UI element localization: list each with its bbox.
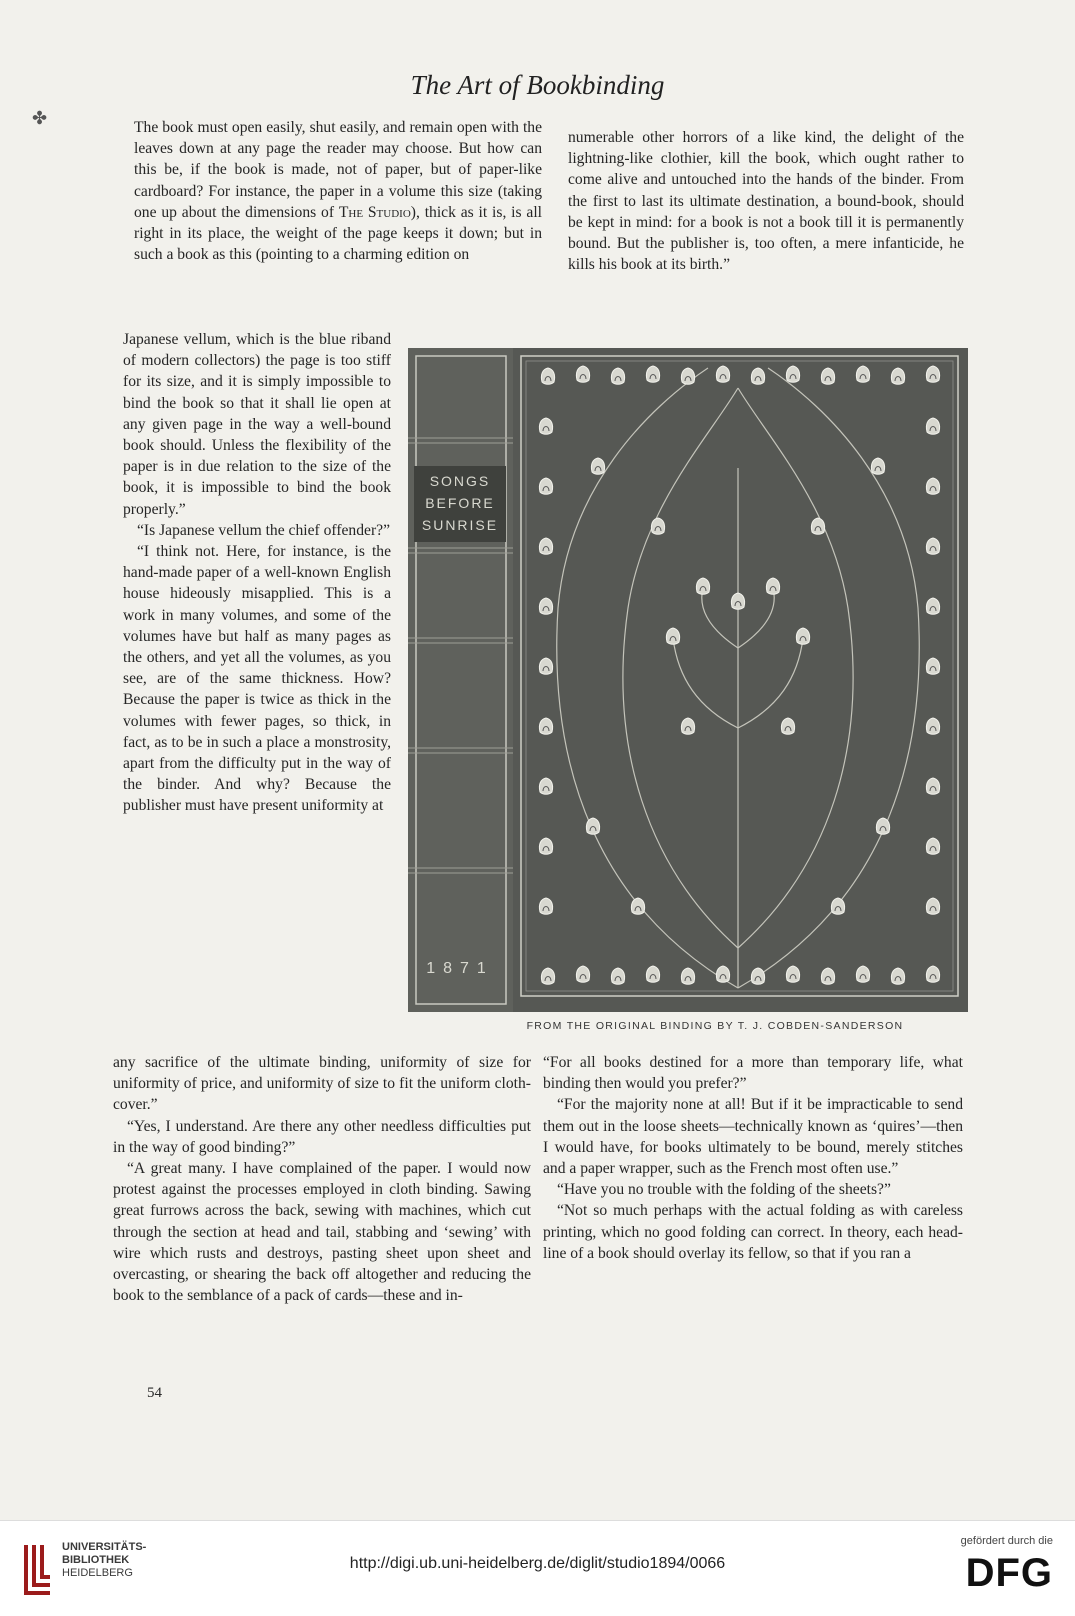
- paragraph: “Have you no trouble with the folding of the sheets?”: [557, 1181, 891, 1199]
- page-number: 54: [147, 1385, 162, 1401]
- paragraph: “A great many. I have complained of the paper. I would now protest against the processes employed in cloth binding. Sawing great furrows across the back, sewing with machines, which cut through the section at head and tail, stabbing and ‘sewing’ with wire which rusts and destroys, pasting sheet upon sheet and overcasting, or shearing the back off altogether and reducing the book to the semblance of a pack of cards—these and in-: [113, 1160, 531, 1305]
- left-column-beside-plate: [123, 329, 391, 817]
- plate-caption: FROM THE ORIGINAL BINDING BY T. J. COBDEN-SANDERSON: [526, 1020, 904, 1032]
- spine-title-line: BEFORE: [425, 495, 495, 511]
- dfg-logo: DFG: [965, 1551, 1053, 1595]
- paragraph: any sacrifice of the ultimate binding, uniformity of size for uniformity of price, and uniformity of size to fit the uniform cloth-cover.”: [113, 1054, 531, 1114]
- binding-plate-image: [408, 348, 980, 1012]
- funding-note: gefördert durch die: [960, 1535, 1053, 1547]
- book-binding-illustration: [408, 348, 980, 1012]
- paragraph: “Not so much perhaps with the actual folding as with careless printing, which no good folding can correct. In theory, each head-line of a book should overlay its fellow, so that if you ran a: [543, 1202, 963, 1262]
- source-url-link[interactable]: http://digi.ub.uni-heidelberg.de/diglit/studio1894/0066: [349, 1555, 726, 1572]
- paragraph: “I think not. Here, for instance, is the hand-made paper of a well-known English house hideously misapplied. This is a work in many volumes, and some of the volumes have but half as many pages as the others, and yet all the volumes, as you see, are of the same thickness. How? Because the paper is twice as thick in the volumes with fewer pages, so thick, in fact, as to be in such a place a monstrosity, apart from the difficulty put in the way of the binder. And why? Because the publisher must have present uniformity at: [123, 543, 391, 815]
- spine-title-line: SONGS: [429, 473, 491, 489]
- margin-ornament-icon: ✤: [32, 108, 48, 129]
- paragraph: “For the majority none at all! But if it be impracticable to send them out in the loose sheets—technically known as ‘quires’—then I would have, for books ultimately to be bound, merely stitches and a paper wrapper, such as the French most often use.”: [543, 1096, 963, 1178]
- spine-date: 1871: [426, 960, 494, 977]
- right-column-bottom: [543, 1052, 963, 1264]
- paragraph: Japanese vellum, which is the blue riband of modern collectors) the page is too stiff for its size, and it is simply impossible to bind the book so that it shall lie open at any given page in the way a well-bound book should. Unless the flexibility of the paper is in due relation to the size of the book, it is impossible to bind the book properly.”: [123, 331, 391, 518]
- left-column-bottom: [113, 1052, 531, 1306]
- left-column-top: [134, 117, 542, 265]
- library-name: UNIVERSITÄTS- BIBLIOTHEK HEIDELBERG: [62, 1541, 147, 1579]
- paragraph: “Is Japanese vellum the chief offender?”: [137, 521, 390, 539]
- journal-name: The Studio: [338, 203, 411, 221]
- digitization-footer: [0, 1520, 1075, 1616]
- paragraph: numerable other horrors of a like kind, the delight of the lightning-like clothier, kill the book, which ought rather to come alive and untouched into the hands of the binder. From the first to last its ultimate destination, a bound-book, should be kept in mind: for a book is not a book till it is permanently bound. But the publisher is, too often, a mere infanticide, he kills his book at its birth.”: [568, 129, 964, 274]
- spine-title-line: SUNRISE: [421, 517, 499, 533]
- right-column-top: [568, 127, 964, 275]
- paragraph: “Yes, I understand. Are there any other needless difficulties put in the way of good binding?”: [113, 1117, 531, 1156]
- running-title: The Art of Bookbinding: [410, 70, 665, 100]
- paragraph: The book must open easily, shut easily, and remain open with the leaves down at any page the reader may choose. But how can this be, if the book is made, not of paper, but of paper-like cardboard? For instance, the paper in a volume this size (taking one up about the dimensions of The Studio), thick as it is, is all right in its place, the weight of the page keeps it down; but in such a book as this (pointing to a charming edition on: [134, 119, 543, 264]
- paragraph: “For all books destined for a more than temporary life, what binding then would you prefer?”: [543, 1054, 963, 1093]
